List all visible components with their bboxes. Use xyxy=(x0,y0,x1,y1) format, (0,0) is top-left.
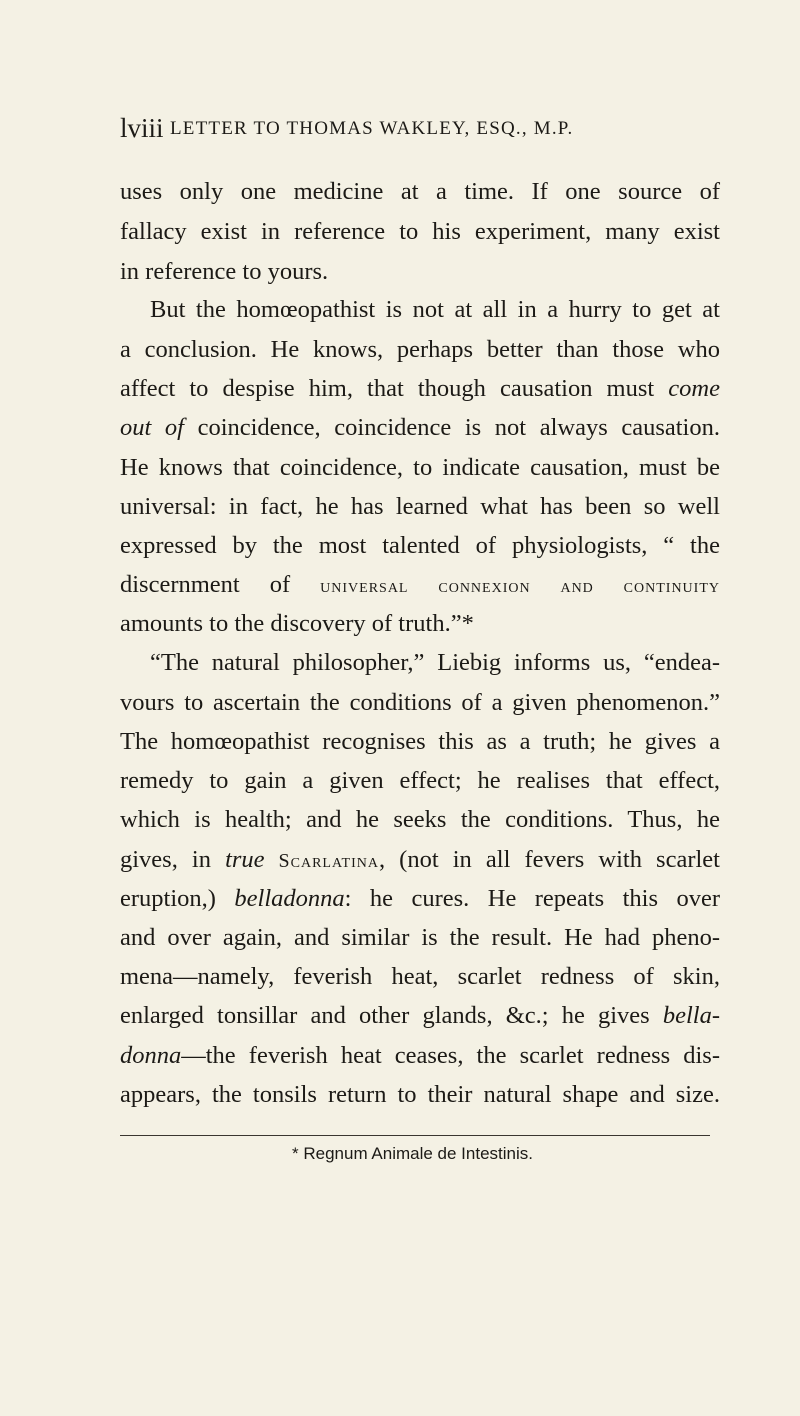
page-number: lviii xyxy=(120,113,164,143)
text-line: vours to ascertain the conditions of a given phenomenon.” xyxy=(120,689,720,716)
text-line: expressed by the most talented of physiologists, “ the xyxy=(120,532,720,559)
italic-text: belladonna xyxy=(234,885,345,912)
italic-text: donna xyxy=(120,1042,182,1069)
text-line: a conclusion. He knows, perhaps better than those who xyxy=(120,336,720,363)
text-line: universal: in fact, he has learned what has been so well xyxy=(120,493,720,520)
text-line: He knows that coincidence, to indicate causation, must be xyxy=(120,454,720,481)
italic-text: bella- xyxy=(662,1002,720,1029)
text-line: uses only one medicine at a time. If one source of xyxy=(120,178,720,205)
text-line: enlarged tonsillar and other glands, &c.; he gives bella- xyxy=(120,1002,720,1029)
small-caps-text: Scarlatina xyxy=(264,850,379,872)
text-line: out of coincidence, coincidence is not always causation. xyxy=(120,414,720,441)
text-line: appears, the tonsils return to their natural shape and size. xyxy=(120,1081,720,1108)
text-line: “The natural philosopher,” Liebig informs us, “endea- xyxy=(150,649,720,676)
text-line: gives, in true Scarlatina, (not in all fevers with scarlet xyxy=(120,846,720,873)
italic-text: true xyxy=(225,846,265,873)
text-line: fallacy exist in reference to his experiment, many exist xyxy=(120,218,720,245)
text-line: affect to despise him, that though causation must come xyxy=(120,375,720,402)
text-line: and over again, and similar is the result. He had pheno- xyxy=(120,924,720,951)
small-caps-text: universal connexion and continuity xyxy=(320,575,720,597)
running-head xyxy=(120,110,720,146)
footnote-divider xyxy=(120,1135,710,1136)
text-line: The homœopathist recognises this as a truth; he gives a xyxy=(120,728,720,755)
italic-text: come xyxy=(668,375,720,402)
text-line: amounts to the discovery of truth.”* xyxy=(120,610,474,637)
text-line: But the homœopathist is not at all in a hurry to get at xyxy=(150,296,720,323)
text-line: remedy to gain a given effect; he realises that effect, xyxy=(120,767,720,794)
text-line: in reference to yours. xyxy=(120,258,329,285)
italic-text: out of xyxy=(120,414,184,441)
text-line: eruption,) belladonna: he cures. He repeats this over xyxy=(120,885,720,912)
text-line: which is health; and he seeks the conditions. Thus, he xyxy=(120,806,720,833)
running-head-title: LETTER TO THOMAS WAKLEY, ESQ., M.P. xyxy=(170,118,574,139)
text-line: discernment of universal connexion and continuity xyxy=(120,571,720,598)
text-line: mena—namely, feverish heat, scarlet redness of skin, xyxy=(120,963,720,990)
text-line: donna—the feverish heat ceases, the scarlet redness dis- xyxy=(120,1042,720,1069)
footnote: * Regnum Animale de Intestinis. xyxy=(292,1144,533,1163)
